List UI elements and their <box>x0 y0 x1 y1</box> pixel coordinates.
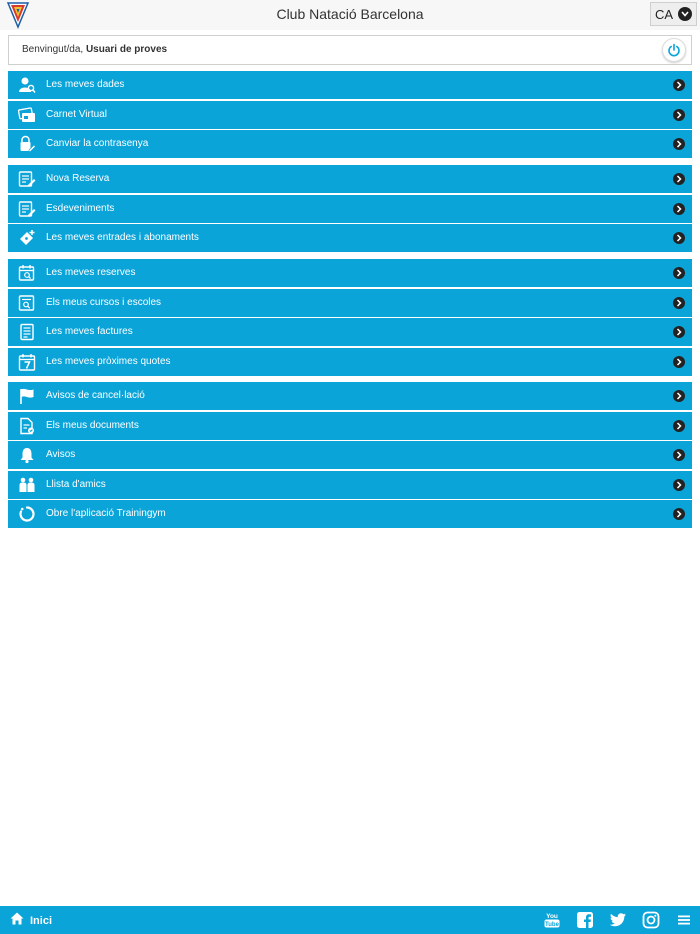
menu-item-les-meves-reserves[interactable] <box>8 259 692 287</box>
form-edit-icon <box>18 200 36 218</box>
menu-item-label: Esdeveniments <box>46 202 115 214</box>
calendar-7-icon <box>18 353 36 371</box>
chevron-right-icon <box>673 420 685 432</box>
menu-item-label: Les meves entrades i abonaments <box>46 232 199 243</box>
menu-item-avisos-cancelacio[interactable] <box>8 382 692 410</box>
svg-text:You: You <box>546 913 558 920</box>
menu-item-label: Carnet Virtual <box>46 108 107 120</box>
chevron-right-icon <box>673 109 685 121</box>
home-button[interactable] <box>10 912 52 930</box>
menu-item-label: Les meves dades <box>46 79 125 90</box>
menu-item-avisos[interactable] <box>8 441 692 469</box>
menu-group-account <box>8 71 692 160</box>
header-bar <box>0 0 700 30</box>
menu-group-bookings <box>8 165 692 254</box>
card-icon <box>18 106 36 124</box>
chevron-right-icon <box>673 326 685 338</box>
menu-item-label: Obre l'aplicació Trainingym <box>46 508 166 519</box>
instagram-icon[interactable] <box>642 911 660 929</box>
power-icon <box>667 43 681 57</box>
user-search-icon <box>18 76 36 94</box>
menu-item-llista-amics[interactable] <box>8 471 692 499</box>
menu-item-els-meus-documents[interactable] <box>8 412 692 440</box>
menu-item-label: Els meus documents <box>46 419 139 431</box>
user-name: Usuari de proves <box>85 44 168 55</box>
home-icon <box>10 912 24 930</box>
chevron-right-icon <box>673 390 685 402</box>
menu-item-label: Canviar la contrasenya <box>46 138 149 149</box>
menu-item-label: Les meves reserves <box>46 267 136 278</box>
svg-text:Tube: Tube <box>545 922 559 928</box>
friends-icon <box>18 476 36 494</box>
chevron-right-icon <box>673 508 685 520</box>
menu-item-entrades-abonaments[interactable] <box>8 224 692 252</box>
chevron-right-icon <box>673 173 685 185</box>
chevron-right-icon <box>673 138 685 150</box>
app-title: Club Natació Barcelona <box>276 6 424 22</box>
menu-item-label: Els meus cursos i escoles <box>46 296 162 308</box>
chevron-down-icon <box>678 7 692 21</box>
menu-item-les-meves-factures[interactable] <box>8 318 692 346</box>
footer-bar <box>0 906 700 934</box>
menu-group-activity <box>8 259 692 377</box>
chevron-right-icon <box>673 267 685 279</box>
welcome-bar <box>8 35 692 65</box>
menu-item-properes-quotes[interactable] <box>8 348 692 376</box>
menu-item-label: Avisos de cancel·lació <box>46 390 145 401</box>
menu-item-label: Avisos <box>46 449 76 460</box>
menu-item-label: Les meves pròximes quotes <box>46 355 171 367</box>
menu-item-label: Llista d'amics <box>46 478 106 490</box>
youtube-icon[interactable] <box>543 911 561 929</box>
flag-icon <box>18 387 36 405</box>
lock-edit-icon <box>18 135 36 153</box>
home-label: Inici <box>30 915 53 927</box>
form-edit-icon <box>18 170 36 188</box>
menu-item-esdeveniments[interactable] <box>8 195 692 223</box>
language-code: CA <box>654 6 674 22</box>
menu-item-canviar-contrasenya[interactable] <box>8 130 692 158</box>
menu-item-label: Les meves factures <box>46 326 133 337</box>
menu-item-cursos-escoles[interactable] <box>8 289 692 317</box>
facebook-icon[interactable] <box>576 911 594 929</box>
twitter-icon[interactable] <box>609 911 627 929</box>
calendar-search-icon <box>18 264 36 282</box>
logout-button[interactable] <box>662 38 686 62</box>
menu-item-carnet-virtual[interactable] <box>8 101 692 129</box>
chevron-right-icon <box>673 479 685 491</box>
document-icon <box>18 417 36 435</box>
menu-item-label: Nova Reserva <box>46 173 110 184</box>
language-selector[interactable] <box>650 2 697 26</box>
trainingym-icon <box>18 505 36 523</box>
welcome-text <box>22 44 167 55</box>
greeting-label: Benvingut/da, <box>22 44 84 55</box>
chevron-right-icon <box>673 356 685 368</box>
menu-group-notifications <box>8 382 692 530</box>
list-search-icon <box>18 294 36 312</box>
invoice-icon <box>18 323 36 341</box>
menu-item-trainingym[interactable] <box>8 500 692 528</box>
chevron-right-icon <box>673 297 685 309</box>
chevron-right-icon <box>673 79 685 91</box>
menu-item-nova-reserva[interactable] <box>8 165 692 193</box>
menu-icon[interactable] <box>675 911 693 929</box>
chevron-right-icon <box>673 232 685 244</box>
bell-icon <box>18 446 36 464</box>
menu-item-les-meves-dades[interactable] <box>8 71 692 99</box>
chevron-right-icon <box>673 203 685 215</box>
ticket-plus-icon <box>18 229 36 247</box>
chevron-right-icon <box>673 449 685 461</box>
